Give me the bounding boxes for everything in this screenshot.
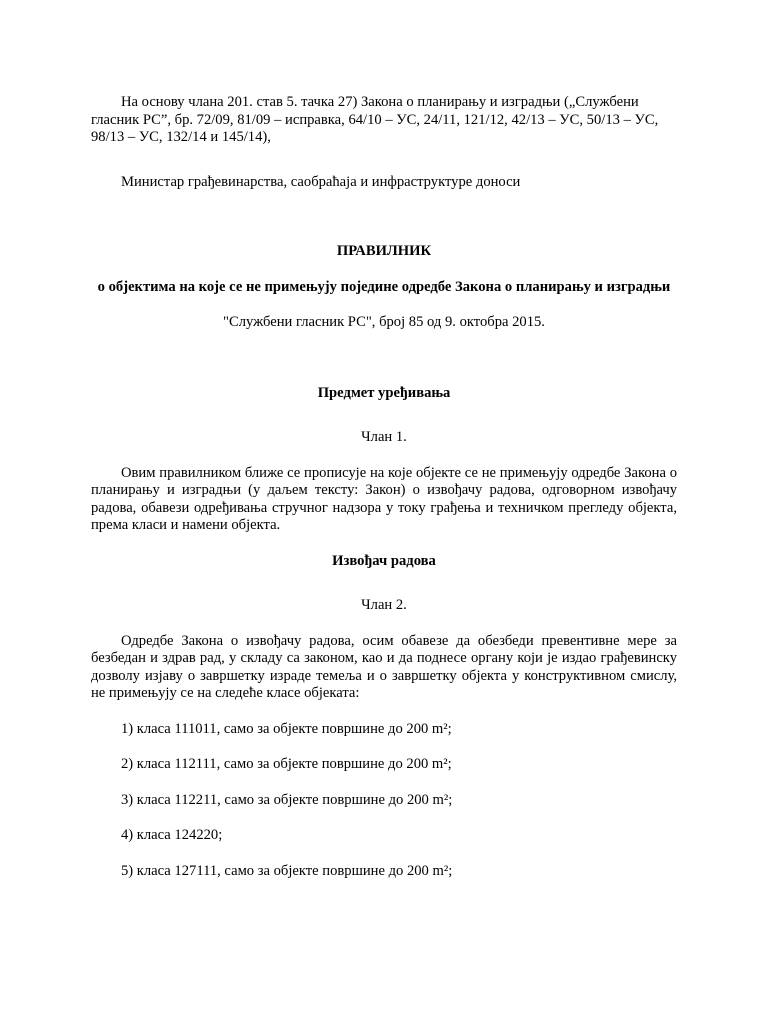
gazette-reference: "Службени гласник РС", број 85 од 9. октобра 2015. bbox=[223, 314, 545, 330]
document-title: ПРАВИЛНИК bbox=[336, 243, 432, 259]
article-text: Одредбе Закона о извођачу радова, осим обавезе да обезбеди превентивне мере за безбедан и здрав рад, у складу са законом, као и да поднесе органу који је издао грађевинску дозволу изјаву о завршетку израде темеља и о завршетку објекта у конструктивном смислу, не примењују се на следеће класе објеката: bbox=[91, 632, 677, 701]
list-item: 5) класа 127111, само за објекте површине до 200 m²; bbox=[121, 862, 453, 879]
list-item: 2) класа 112111, само за објекте површине до 200 m²; bbox=[121, 756, 452, 772]
section-heading: Предмет уређивања bbox=[317, 384, 451, 401]
document-page bbox=[91, 94, 677, 880]
article-text: Овим правилником ближе се прописује на које објекте се не примењују одредбе Закона о планирању и изградњи (у даљем тексту: Закон) о извођачу радова, одговорном извођачу радова, обавези одређивања стручног надзора у току грађења и техничком прегледу објекта, према класи и намени објекта. bbox=[91, 464, 677, 533]
article-number: Члан 1. bbox=[361, 429, 407, 445]
issuer-line: Министар грађевинарства, саобраћаја и инфраструктуре доноси bbox=[121, 173, 521, 190]
list-item: 1) класа 111011, само за објекте површине до 200 m²; bbox=[121, 720, 452, 737]
list-item: 4) класа 124220; bbox=[121, 827, 223, 843]
section-heading: Извођач радова bbox=[332, 552, 436, 569]
document-subtitle: о објектима на које се не примењују поједине одредбе Закона о планирању и изградњи bbox=[97, 278, 671, 295]
list-item: 3) класа 112211, само за објекте површине до 200 m²; bbox=[121, 791, 453, 808]
article-number: Члан 2. bbox=[361, 597, 407, 613]
preamble: На основу члана 201. став 5. тачка 27) Закона о планирању и изградњи („Службени гласник РС”, бр. 72/09, 81/09 – исправка, 64/10 – УС, 24/11, 121/12, 42/13 – УС, 50/13 – УС, 98/13 – УС, 132/14 и 145/14), bbox=[91, 94, 659, 145]
